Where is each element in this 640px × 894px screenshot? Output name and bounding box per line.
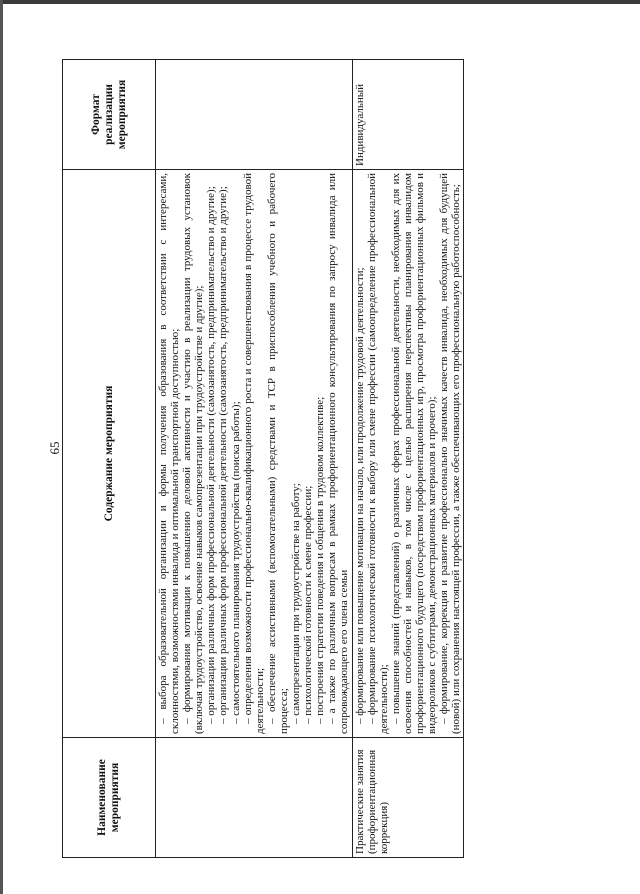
scan-edge-top (0, 0, 640, 4)
list-item: – организации различных форм профессиональной деятельности (самозанятость, предпринимательство и другие); (217, 173, 229, 734)
list-item: – обеспечение ассистивными (вспомогательными) средствами и ТСР в приспособлении учебного и рабочего процесса; (266, 173, 290, 734)
header-activity-name: Наименование мероприятия (63, 738, 156, 858)
list-item: – формирование или повышение мотивации на начало, или продолжение трудовой деятельности; (354, 173, 366, 734)
list-item: – формирование, коррекция и развитие профессионально значимых качеств инвалида, необходимых для будущей (новой) или сохранения настоящей профессии, а также обеспечивающих его профессиональную работоспособность; (438, 173, 462, 734)
list-item: – определения возможности профессионально-квалификационного роста и совершенствования в процессе трудовой деятельности; (242, 173, 266, 734)
table-row (352, 60, 464, 858)
page-number: 65 (47, 441, 62, 455)
header-activity-format: Формат реализации мероприятия (63, 60, 156, 170)
rotated-page (62, 60, 480, 858)
list-item: – психологической готовности к смене профессии; (302, 173, 314, 734)
row1-name (156, 738, 353, 858)
row2-content (352, 170, 464, 738)
row2-format: Индивидуальный (352, 60, 464, 170)
list-item: – построения стратегии поведения и общения в трудовом коллективе; (314, 173, 326, 734)
row2-name: Практические занятия (профориентационная коррекция) (352, 738, 464, 858)
list-item: – выбора образовательной организации и формы получения образования в соответствии с интересами, склонностями, возможностями инвалида и оптимальной транспортной доступностью; (157, 173, 181, 734)
list-item: – самостоятельного планирования трудоустройства (поиска работы); (230, 173, 242, 734)
table-header-row (63, 60, 156, 858)
header-activity-content: Содержание мероприятия (63, 170, 156, 738)
list-item: – формирование психологической готовности к выбору или смене профессии (самоопределение профессиональной деятельности); (366, 173, 390, 734)
row1-content (156, 170, 353, 738)
list-item: – формирования мотивации к повышению деловой активности и участию в реализации трудовых установок (включая трудоустройство, освоение навыков самопрезентации при трудоустройстве и другие); (181, 173, 205, 734)
row1-format (156, 60, 353, 170)
scan-edge-left (0, 0, 3, 894)
list-item: – самопрезентации при трудоустройстве на работу; (290, 173, 302, 734)
table-row (156, 60, 353, 858)
list-item: – повышение знаний (представлений) о различных сферах профессиональной деятельности, необходимых для их освоения способностей и навыков, в том числе с целью расширения перспективы планирования инвалидом профориентационного будущего (посредством профориентационных игр, просмотра профориентационных фильмов и видеороликов с субтитрами, демонстрационных материалов и прочего); (390, 173, 438, 734)
list-item: – организации различных форм профессиональной деятельности (самозанятость, предпринимательство и другие); (205, 173, 217, 734)
activities-table (62, 59, 464, 858)
list-item: – а также по различным вопросам в рамках профориентационного консультирования по запросу инвалида или сопровождающего его члена семьи (326, 173, 350, 734)
